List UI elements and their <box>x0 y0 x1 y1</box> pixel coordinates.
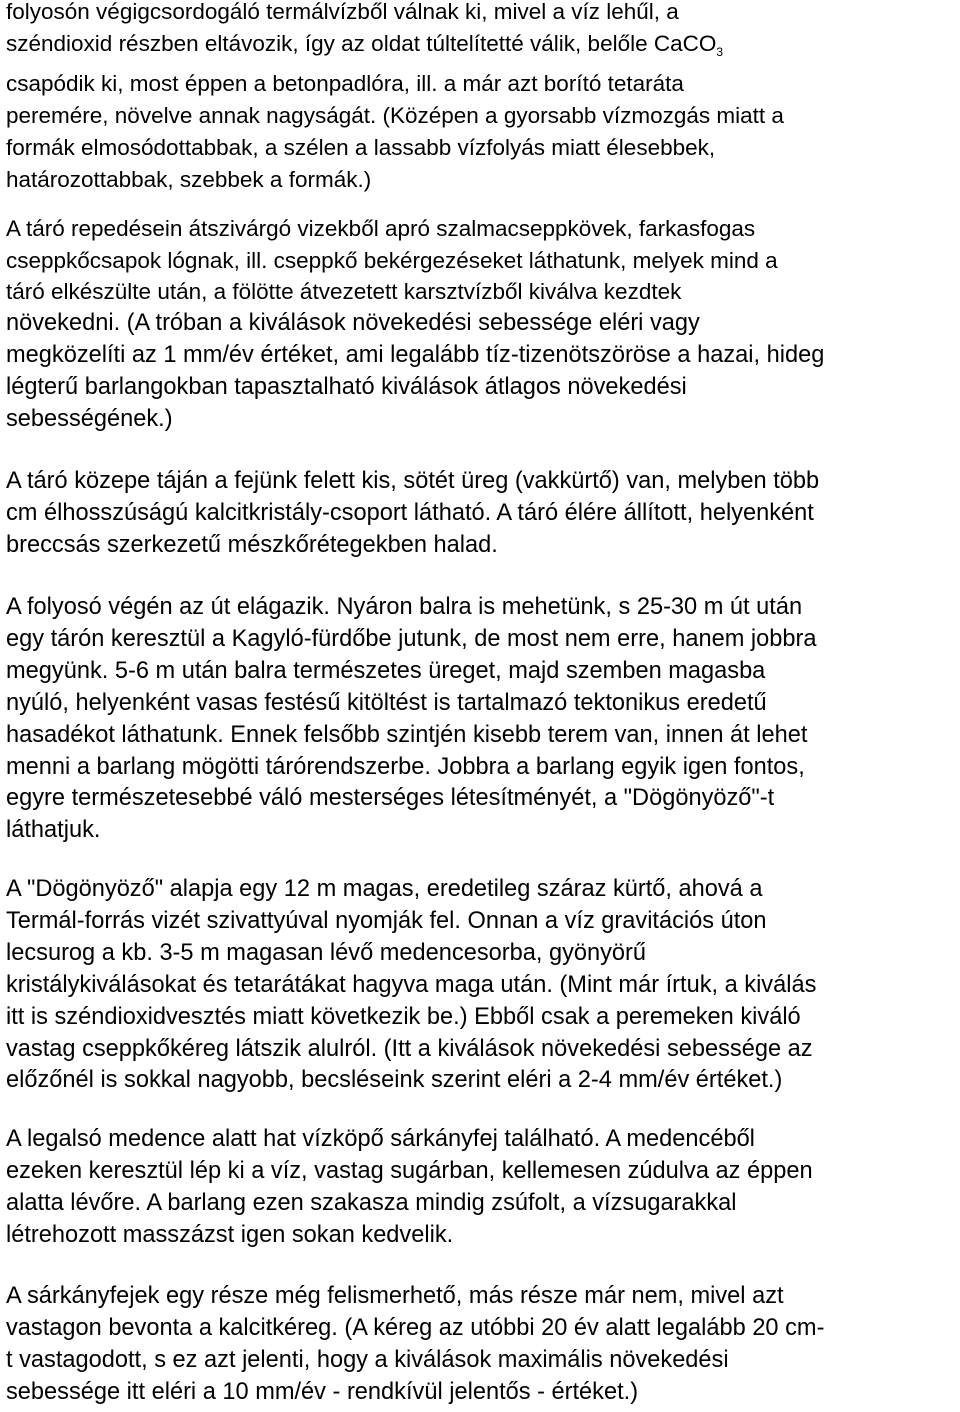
text-line: A "Dögönyöző" alapja egy 12 m magas, eredetileg száraz kürtő, ahová a <box>6 876 763 902</box>
text-fragment: széndioxid részben eltávozik, így az oldat túltelítetté válik, belőle CaCO <box>6 30 717 56</box>
text-line: nyúló, helyenként vasas festésű kitöltést is tartalmazó tektonikus eredetű <box>6 689 767 716</box>
text-line: menni a barlang mögötti tárórendszerbe. Jobbra a barlang egyik igen fontos, <box>6 753 805 780</box>
paragraph-dragon-heads <box>6 1124 956 1252</box>
text-line: t vastagodott, s ez azt jelenti, hogy a kiválások maximális növekedési <box>6 1346 729 1373</box>
text-line: lecsurog a kb. 3-5 m magasan lévő medencesorba, gyönyörű <box>6 939 647 966</box>
text-line: formák elmosódottabbak, a szélen a lassabb vízfolyás miatt élesebbek, <box>6 134 716 160</box>
text-line: előzőnél is sokkal nagyobb, becsléseink szerint eléri a 2-4 mm/év értéket.) <box>6 1067 783 1094</box>
text-line: egy tárón keresztül a Kagyló-fürdőbe jutunk, de most nem erre, hanem jobbra <box>6 625 817 652</box>
paragraph-corridor-branch <box>6 592 956 847</box>
text-line: vastag cseppkőkéreg látszik alulról. (Itt a kiválások növekedési sebessége az <box>6 1035 813 1062</box>
text-line: hasadékot láthatunk. Ennek felsőbb szintjén kisebb terem van, innen át lehet <box>6 721 808 748</box>
text-line: megközelíti az 1 mm/év értéket, ami legalább tíz-tizenötszöröse a hazai, hideg <box>6 342 825 369</box>
text-line: táró elkészülte után, a fölötte átvezetett karsztvízből kiválva kezdtek <box>6 279 682 305</box>
paragraph-straw-stalactites <box>6 213 956 436</box>
text-line: sebessége itt eléri a 10 mm/év - rendkívül jelentős - értéket.) <box>6 1378 639 1405</box>
text-line: breccsás szerkezetű mészkőrétegekben halad. <box>6 531 498 558</box>
paragraph-dogonyozo <box>6 874 956 1097</box>
text-line: Termál-forrás vizét szivattyúval nyomják fel. Onnan a víz gravitációs úton <box>6 907 767 934</box>
text-line: növekedni. (A tróban a kiválások növekedési sebessége eléri vagy <box>6 310 700 337</box>
paragraph-deposit-formation <box>6 0 956 195</box>
text-line: peremére, növelve annak nagyságát. (Középen a gyorsabb vízmozgás miatt a <box>6 103 784 129</box>
text-line: csapódik ki, most éppen a betonpadlóra, ill. a már azt borító tetaráta <box>6 71 684 97</box>
text-line: kristálykiválásokat és tetarátákat hagyva maga után. (Mint már írtuk, a kiválás <box>6 971 817 998</box>
text-line: itt is széndioxidvesztés miatt következik be.) Ebből csak a peremeken kiváló <box>6 1003 801 1030</box>
text-line: alatta lévőre. A barlang ezen szakasza mindig zsúfolt, a vízsugarakkal <box>6 1189 737 1216</box>
text-line: vastagon bevonta a kalcitkéreg. (A kéreg az utóbbi 20 év alatt legalább 20 cm- <box>6 1314 825 1341</box>
text-line: A legalsó medence alatt hat vízköpő sárkányfej található. A medencéből <box>6 1126 755 1152</box>
text-line: A táró repedésein átszivárgó vizekből apró szalmacseppkövek, farkasfogas <box>6 216 756 241</box>
paragraph-calcite-crust <box>6 1281 956 1409</box>
text-line: egyre természetesebbé váló mesterséges létesítményét, a "Dögönyöző"-t <box>6 785 775 812</box>
text-line: A táró közepe táján a fejünk felett kis, sötét üreg (vakkürtő) van, melyben több <box>6 468 820 494</box>
text-line: megyünk. 5-6 m után balra természetes üreget, majd szemben magasba <box>6 657 766 684</box>
text-line: folyosón végigcsordogáló termálvízből válnak ki, mivel a víz lehűl, a <box>6 0 679 24</box>
text-line: A sárkányfejek egy része még felismerhető, más része már nem, mivel azt <box>6 1283 784 1309</box>
text-line: határozottabbak, szebbek a formák.) <box>6 166 372 192</box>
text-line: láthatjuk. <box>6 817 101 844</box>
text-line: sebességének.) <box>6 405 173 432</box>
text-line: légterű barlangokban tapasztalható kiválások átlagos növekedési <box>6 373 687 400</box>
text-line: cseppkőcsapok lógnak, ill. cseppkő bekérgezéseket láthatunk, melyek mind a <box>6 247 778 273</box>
text-line: ezeken keresztül lép ki a víz, vastag sugárban, kellemesen zúdulva az éppen <box>6 1157 813 1184</box>
text-line: A folyosó végén az út elágazik. Nyáron balra is mehetünk, s 25-30 m út után <box>6 594 803 620</box>
text-line: létrehozott masszázst igen sokan kedvelik. <box>6 1221 454 1248</box>
text-line <box>6 28 956 69</box>
text-line: cm élhosszúságú kalcitkristály-csoport látható. A táró élére állított, helyenként <box>6 499 814 526</box>
subscript-3: 3 <box>716 44 724 59</box>
paragraph-vault-chimney <box>6 466 956 562</box>
